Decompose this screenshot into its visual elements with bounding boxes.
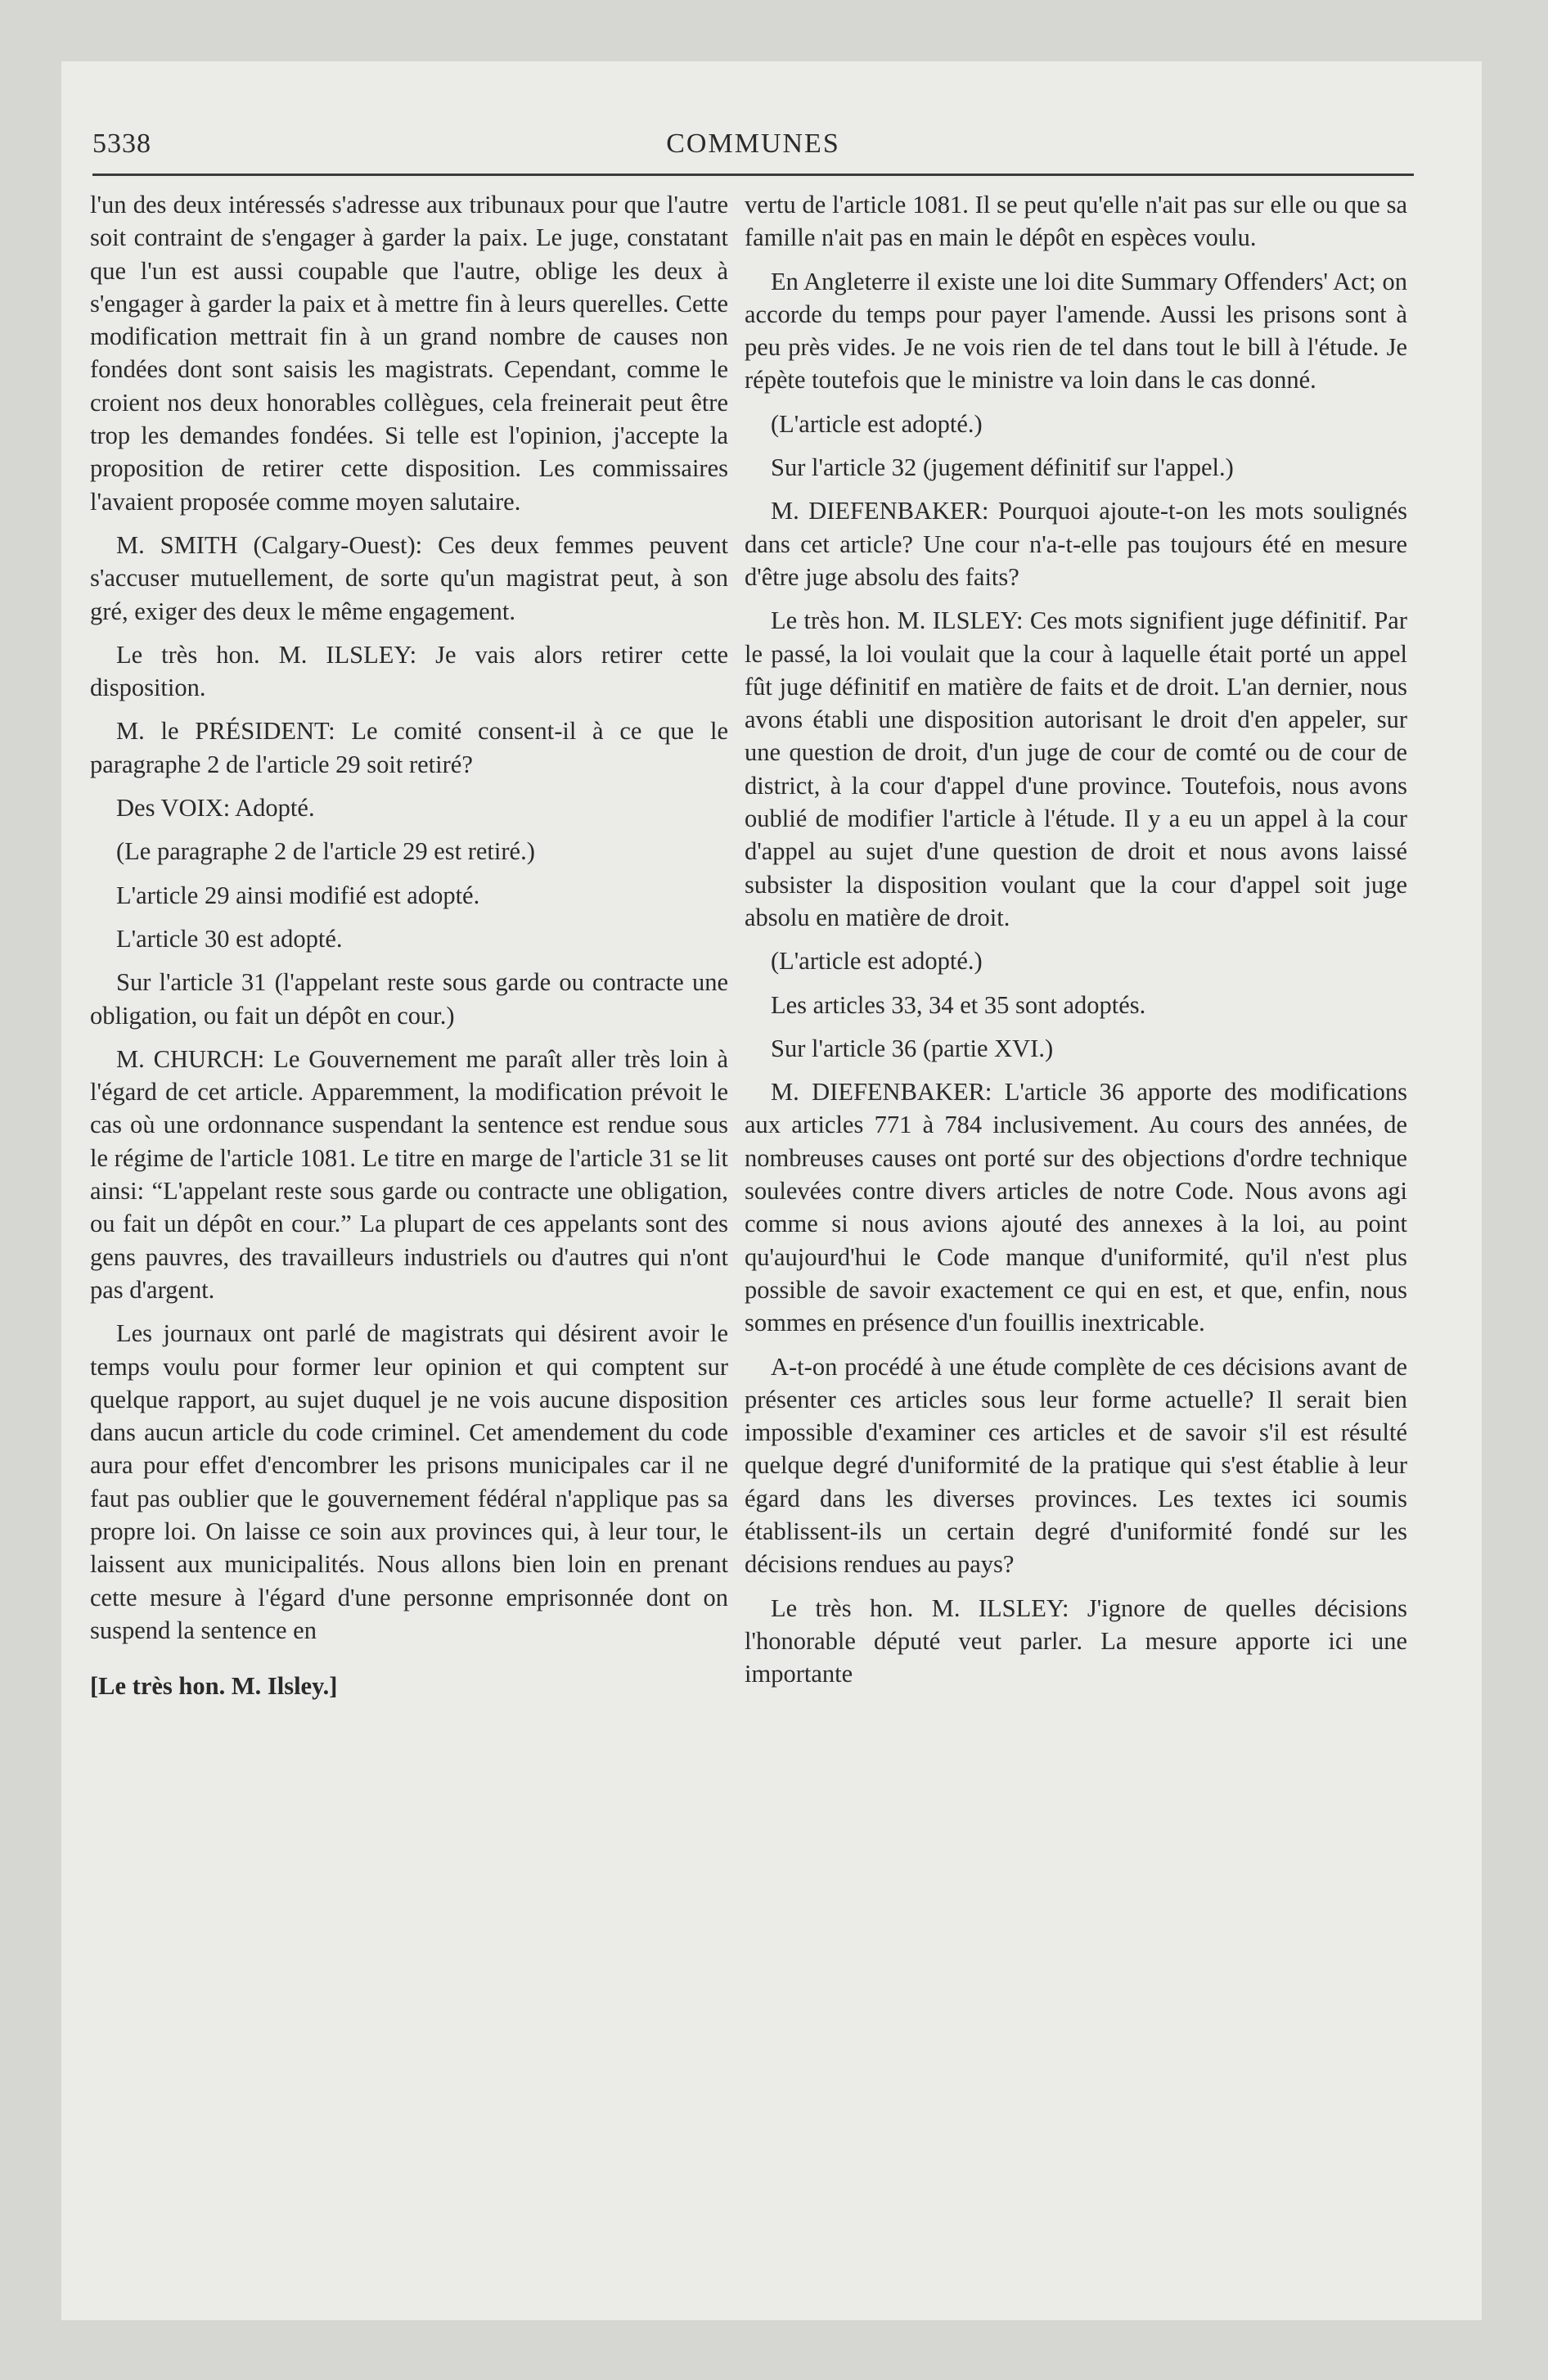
paragraph: M. CHURCH: Le Gouvernement me paraît aller très loin à l'égard de cet article. Apparemment, la modification prévoit le cas où une ordonnance suspendant la sentence est rendue sous le régime de l'article 1081. Le titre en marge de l'article 31 se lit ainsi: “L'appelant reste sous garde ou contracte une obligation, ou fait un dépôt en cour.” La plupart de ces appelants sont des gens pauvres, des travailleurs industriels ou d'autres qui n'ont pas d'argent.: [90, 1044, 728, 1304]
paragraph: A-t-on procédé à une étude complète de ces décisions avant de présenter ces articles sous leur forme actuelle? Il serait bien impossible d'examiner ces articles et de savoir s'il est résulté quelque degré d'uniformité de la pratique qui s'est établie à leur égard dans les diverses provinces. Les textes ici soumis établissent-ils un certain degré d'uniformité fondé sur les décisions rendues au pays?: [745, 1352, 1407, 1579]
paragraph: (L'article est adopté.): [771, 409, 983, 438]
paragraph: (L'article est adopté.): [771, 947, 983, 976]
paragraph: Les journaux ont parlé de magistrats qui désirent avoir le temps voulu pour former leur opinion et qui comptent sur quelque rapport, au sujet duquel je ne vois aucune disposition dans aucun article du code criminel. Cet amendement du code aura pour effet d'encombrer les prisons municipales car il ne faut pas oublier que le gouvernement fédéral n'applique pas sa propre loi. On laisse ce soin aux provinces qui, à leur tour, le laissent aux municipalités. Nous allons bien loin en prenant cette mesure à l'égard d'une personne emprisonnée dont on suspend la sentence en: [90, 1319, 728, 1644]
running-title: COMMUNES: [666, 128, 840, 159]
paragraph: l'un des deux intéressés s'adresse aux tribunaux pour que l'autre soit contraint de s'engager à garder la paix. Le juge, constatant que l'un est aussi coupable que l'autre, oblige les deux à s'engager à garder la paix et à mettre fin à leurs querelles. Cette modification mettrait fin à un grand nombre de causes non fondées dont sont saisis les magistrats. Cependant, comme le croient nos deux honorables collègues, cela freinerait peut être trop les demandes fondées. Si telle est l'opinion, j'accepte la proposition de retirer cette disposition. Les commissaires l'avaient proposée comme moyen salutaire.: [90, 191, 728, 516]
paragraph: (Le paragraphe 2 de l'article 29 est retiré.): [116, 837, 535, 866]
paragraph: Le très hon. M. ILSLEY: J'ignore de quelles décisions l'honorable député veut parler. La mesure apporte ici une importante: [745, 1593, 1407, 1688]
paragraph: Sur l'article 36 (partie XVI.): [771, 1034, 1054, 1062]
paragraph: Sur l'article 32 (jugement définitif sur l'appel.): [771, 453, 1234, 482]
paragraph: Des VOIX: Adopté.: [116, 794, 315, 823]
paragraph: Le très hon. M. ILSLEY: Je vais alors retirer cette disposition.: [90, 640, 728, 702]
paragraph: M. DIEFENBAKER: Pourquoi ajoute-t-on les mots soulignés dans cet article? Une cour n'a-t-elle pas toujours été en mesure d'être juge absolu des faits?: [745, 497, 1407, 591]
speaker-signoff: [Le très hon. M. Ilsley.]: [90, 1672, 338, 1701]
left-column: [90, 188, 728, 1713]
paragraph: M. le PRÉSIDENT: Le comité consent-il à ce que le paragraphe 2 de l'article 29 soit retiré?: [90, 717, 728, 778]
right-column: [745, 188, 1407, 1701]
paragraph: En Angleterre il existe une loi dite Summary Offenders' Act; on accorde du temps pour payer l'amende. Aussi les prisons sont à peu près vides. Je ne vois rien de tel dans tout le bill à l'étude. Je répète toutefois que le ministre va loin dans le cas donné.: [745, 267, 1407, 394]
page-number: 5338: [92, 128, 151, 159]
paragraph: L'article 30 est adopté.: [116, 924, 343, 953]
paragraph: M. SMITH (Calgary-Ouest): Ces deux femmes peuvent s'accuser mutuellement, de sorte qu'un magistrat peut, à son gré, exiger des deux le même engagement.: [90, 530, 728, 625]
paragraph: M. DIEFENBAKER: L'article 36 apporte des modifications aux articles 771 à 784 inclusivement. Au cours des années, de nombreuses causes ont porté sur des objections d'ordre technique soulevées contre divers articles de notre Code. Nous avons agi comme si nous avions ajouté des annexes à la loi, au point qu'aujourd'hui le Code manque d'uniformité, qu'il n'est plus possible de savoir exactement ce qui en est, et que, enfin, nous sommes en présence d'un fouillis inextricable.: [745, 1078, 1407, 1337]
paragraph: Les articles 33, 34 et 35 sont adoptés.: [771, 990, 1146, 1019]
paragraph: L'article 29 ainsi modifié est adopté.: [116, 881, 480, 909]
paragraph: vertu de l'article 1081. Il se peut qu'elle n'ait pas sur elle ou que sa famille n'ait pas en main le dépôt en espèces voulu.: [745, 191, 1407, 252]
paragraph: Sur l'article 31 (l'appelant reste sous garde ou contracte une obligation, ou fait un dépôt en cour.): [90, 968, 728, 1030]
page-header: [92, 124, 1414, 176]
paragraph: Le très hon. M. ILSLEY: Ces mots signifient juge définitif. Par le passé, la loi voulait que la cour à laquelle était porté un appel fût juge définitif en matière de faits et de droit. L'an dernier, nous avons établi une disposition autorisant le droit d'en appeler, sur une question de droit, d'un juge de cour de comté ou de cour de district, à la cour d'appel d'une province. Toutefois, nous avons oublié de modifier l'article à l'étude. Il y a eu un appel à la cour d'appel au sujet d'une question de droit et nous avons laissé subsister la disposition voulant que la cour d'appel soit juge absolu en matière de droit.: [745, 606, 1407, 931]
